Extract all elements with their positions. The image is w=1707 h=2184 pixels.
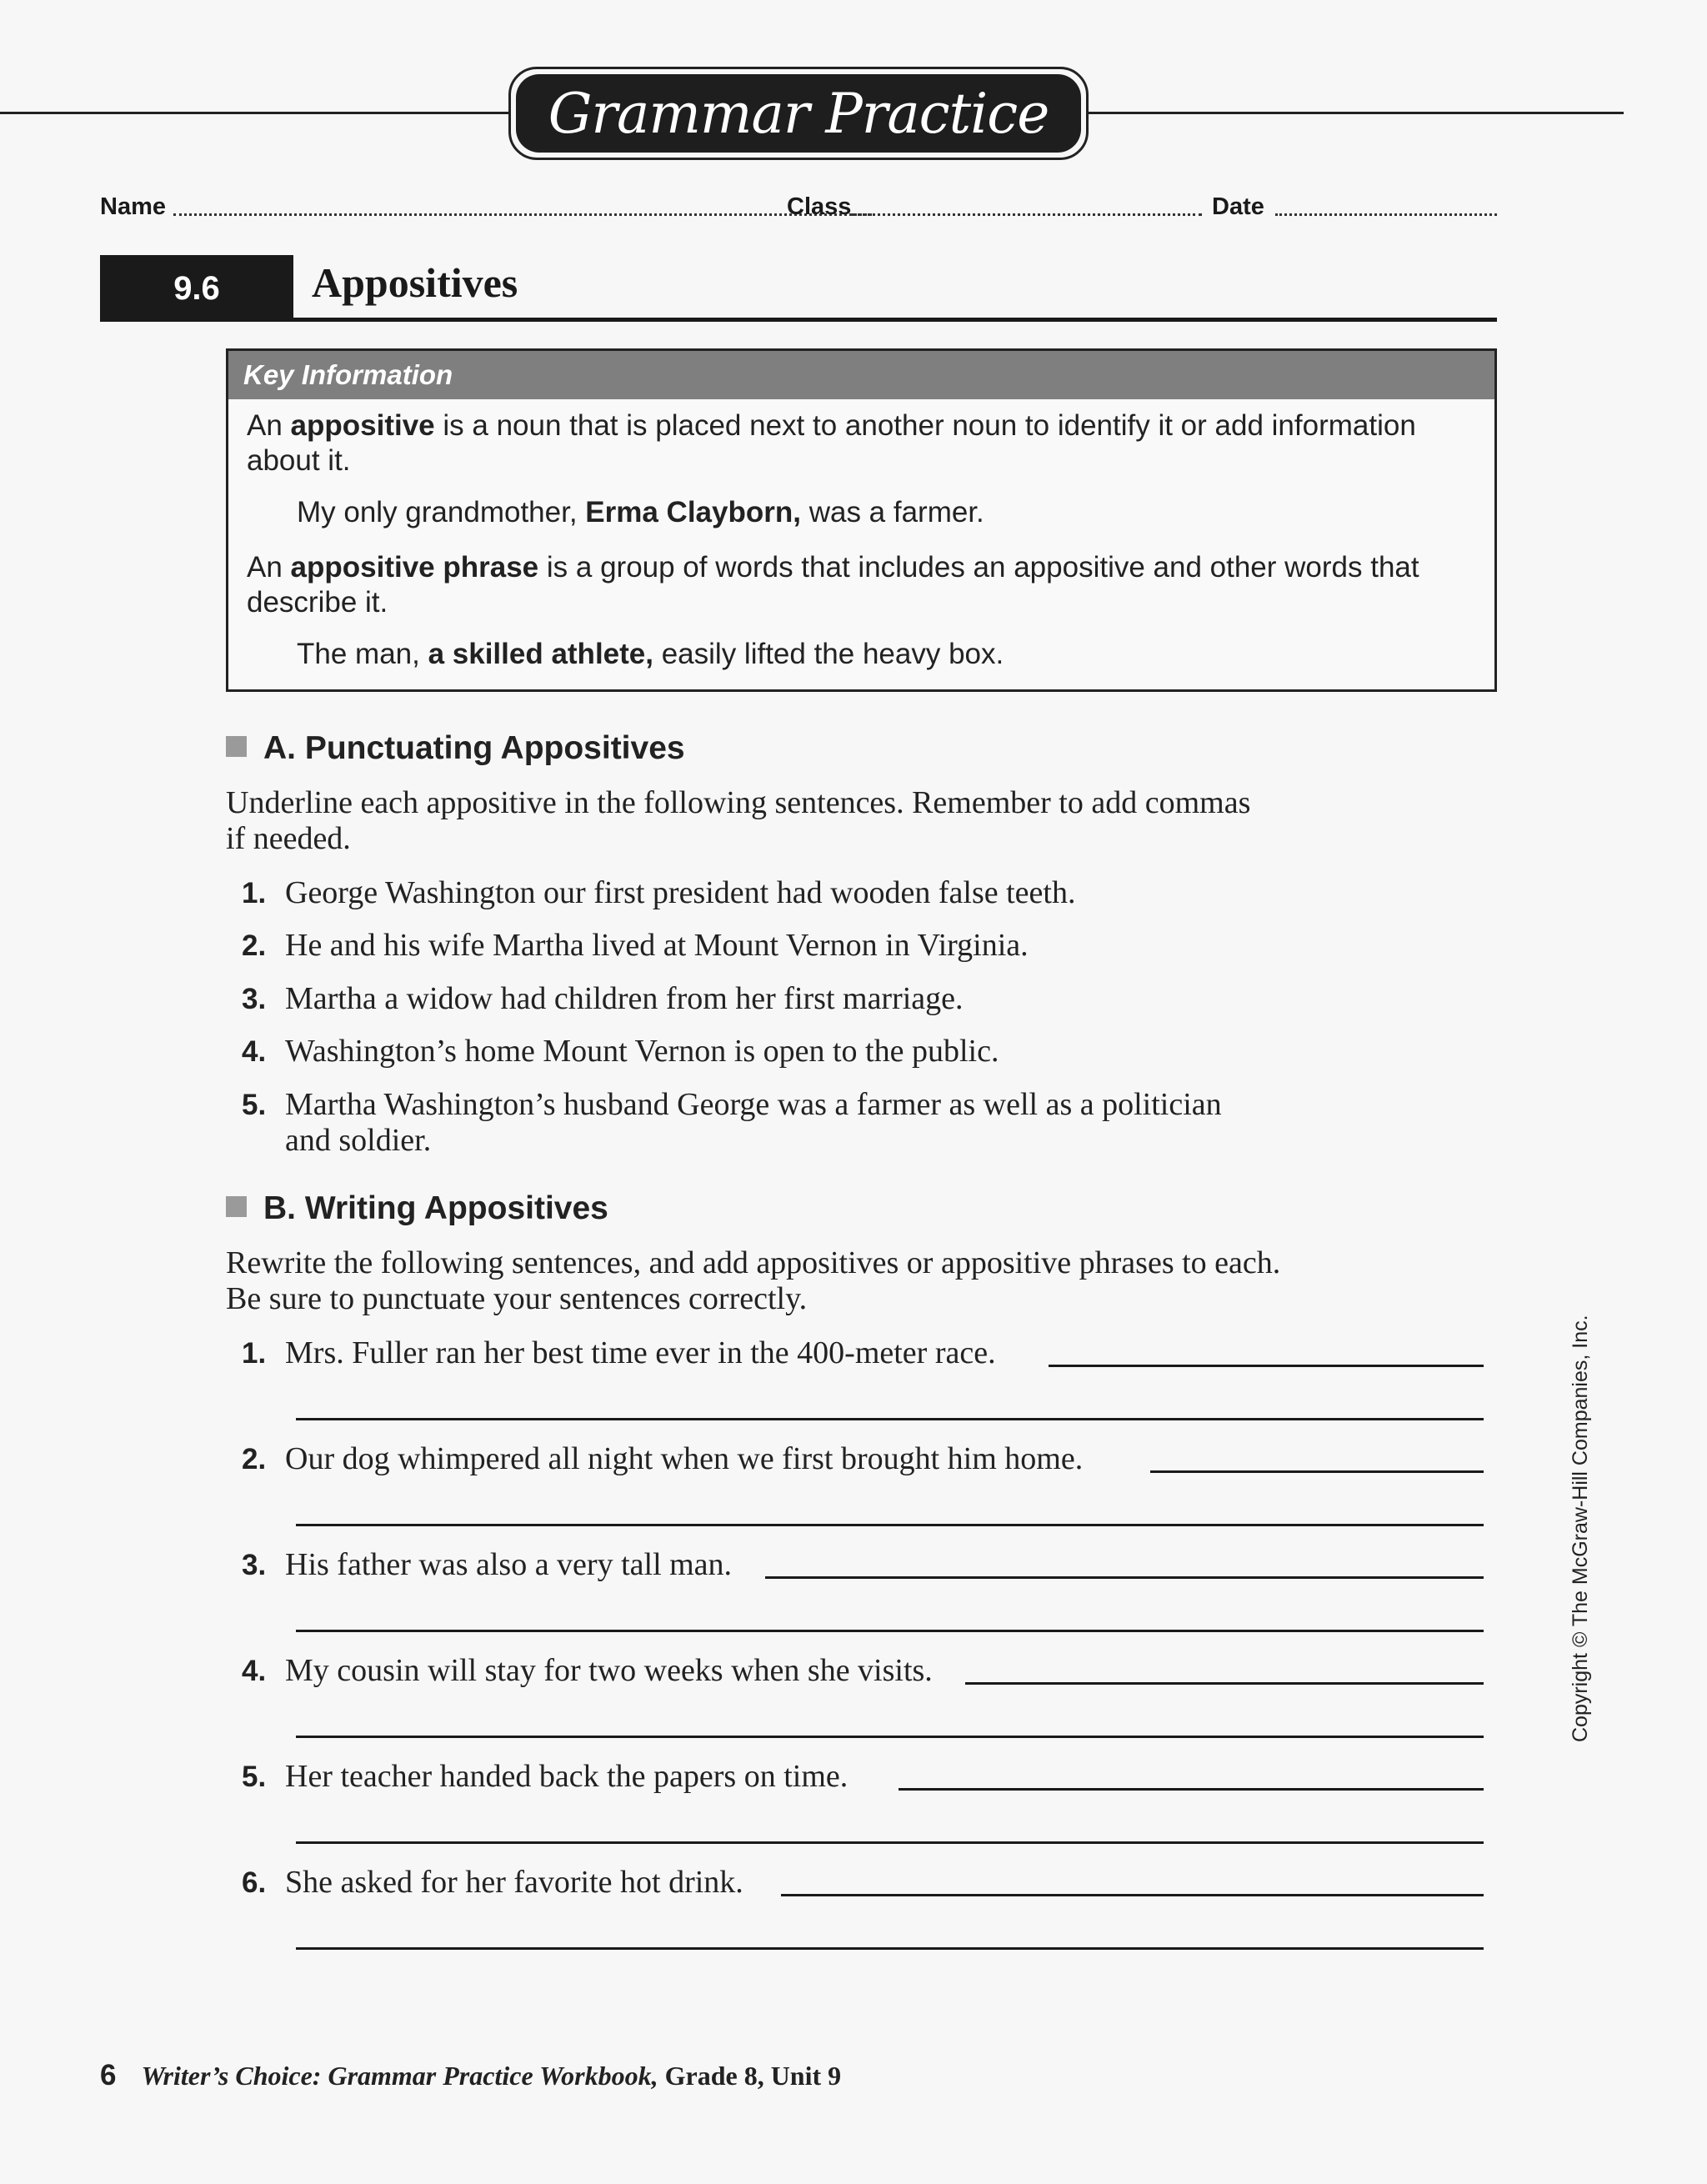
appositive-definition: An appositive is a noun that is placed next to another noun to identify it or add information (247, 409, 1416, 442)
name-field[interactable] (173, 213, 872, 216)
copyright-notice: Copyright © The McGraw-Hill Companies, Inc. (1569, 1315, 1592, 1742)
part-b-item: 3. His father was also a very tall man. (242, 1547, 733, 1582)
page-number: 6 (100, 2059, 117, 2091)
appositive-phrase-definition-cont: describe it. (247, 586, 388, 619)
section-rule (293, 318, 1497, 322)
part-b-item: 6. She asked for her favorite hot drink. (242, 1865, 743, 1900)
part-a-item[interactable]: 5. Martha Washington’s husband George was a farmer as well as a politician and soldier. (242, 1087, 1222, 1158)
section-number: 9.6 (100, 255, 293, 322)
part-b-item: 5. Her teacher handed back the papers on time. (242, 1759, 848, 1794)
key-information-heading: Key Information (228, 351, 1494, 399)
part-a-instructions: Underline each appositive in the following sentences. Remember to add commas if needed. (226, 785, 1251, 856)
part-b-item: 2. Our dog whimpered all night when we first brought him home. (242, 1441, 1084, 1476)
date-field[interactable] (1275, 213, 1497, 216)
answer-line[interactable] (296, 1524, 1484, 1526)
part-a-item[interactable]: 3. Martha a widow had children from her first marriage. (242, 981, 964, 1016)
answer-line[interactable] (1049, 1365, 1484, 1367)
part-b-item: 4. My cousin will stay for two weeks when she visits. (242, 1653, 933, 1688)
answer-line[interactable] (296, 1947, 1484, 1950)
book-title: Writer’s Choice: Grammar Practice Workbook, (141, 2061, 658, 2091)
answer-line[interactable] (899, 1788, 1484, 1791)
banner-title: Grammar Practice (516, 74, 1081, 153)
class-field[interactable] (852, 213, 1202, 216)
grade-unit: Grade 8, Unit 9 (658, 2061, 842, 2091)
appositive-definition-cont: about it. (247, 444, 351, 477)
part-a-heading: A. Punctuating Appositives (226, 730, 685, 767)
class-label: Class (787, 193, 852, 220)
answer-line[interactable] (1150, 1470, 1484, 1473)
student-info-row (100, 193, 1497, 227)
part-b-item: 1. Mrs. Fuller ran her best time ever in the 400-meter race. (242, 1335, 996, 1370)
part-a-item[interactable]: 2. He and his wife Martha lived at Mount Vernon in Virginia. (242, 928, 1029, 963)
answer-line[interactable] (296, 1841, 1484, 1844)
part-b-instructions: Rewrite the following sentences, and add appositives or appositive phrases to each. Be sure to punctuate your sentences correctly. (226, 1245, 1281, 1316)
section-title: Appositives (312, 259, 518, 306)
answer-line[interactable] (781, 1894, 1484, 1896)
square-bullet-icon (226, 1196, 247, 1217)
appositive-example: My only grandmother, Erma Clayborn, was a farmer. (297, 496, 984, 528)
answer-line[interactable] (965, 1682, 1484, 1685)
square-bullet-icon (226, 736, 247, 757)
answer-line[interactable] (296, 1418, 1484, 1420)
header-banner (508, 67, 1089, 160)
part-a-item[interactable]: 4. Washington’s home Mount Vernon is open to the public. (242, 1034, 999, 1069)
appositive-phrase-example: The man, a skilled athlete, easily lifted the heavy box. (297, 638, 1004, 670)
answer-line[interactable] (296, 1736, 1484, 1738)
part-a-item[interactable]: 1. George Washington our first president had wooden false teeth. (242, 875, 1076, 910)
appositive-phrase-definition: An appositive phrase is a group of words that includes an appositive and other words that (247, 551, 1419, 584)
page-footer (100, 2059, 841, 2092)
term-appositive: appositive (290, 409, 435, 442)
name-label: Name (100, 193, 166, 220)
answer-line[interactable] (765, 1576, 1484, 1579)
part-b-heading: B. Writing Appositives (226, 1190, 608, 1227)
answer-line[interactable] (296, 1630, 1484, 1632)
date-label: Date (1212, 193, 1264, 220)
term-appositive-phrase: appositive phrase (290, 551, 539, 584)
key-information-box (226, 348, 1497, 692)
